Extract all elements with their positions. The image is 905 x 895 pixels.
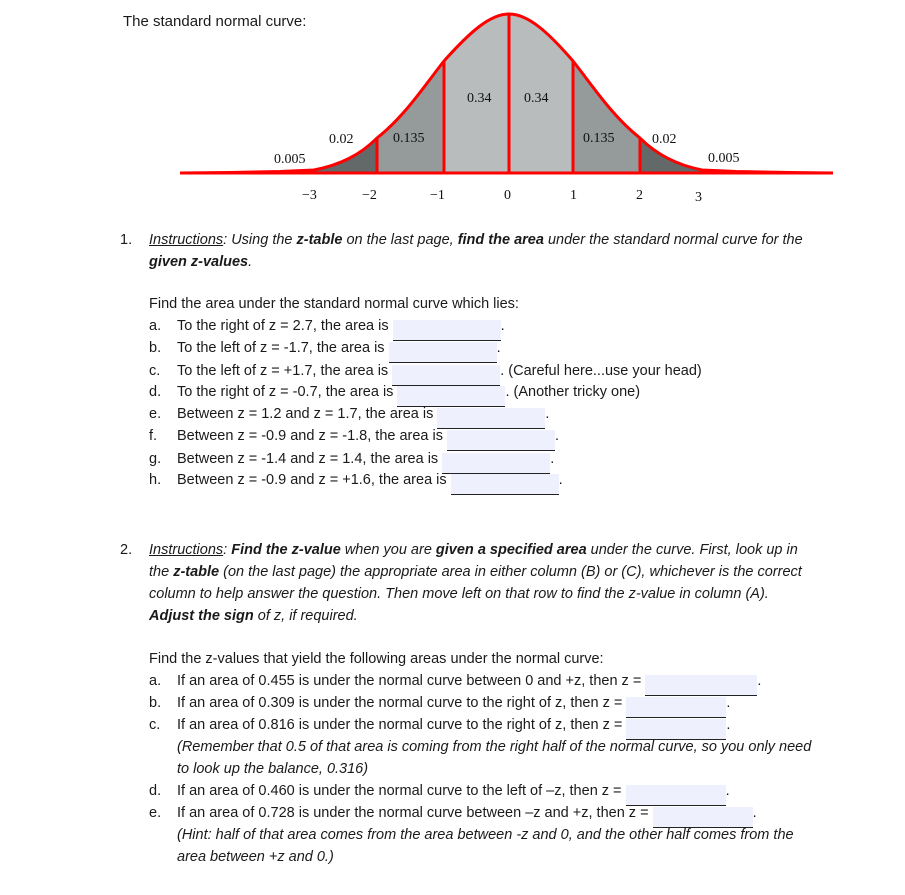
label-left-034: 0.34 <box>467 91 492 106</box>
label-left-0135: 0.135 <box>393 131 425 146</box>
q1-item-f: f. Between z = -0.9 and z = -1.8, the area is . <box>149 425 559 447</box>
q1-item-h: h. Between z = -0.9 and z = +1.6, the area is . <box>149 469 563 491</box>
q1-item-d: d. To the right of z = -0.7, the area is . (Another tricky one) <box>149 381 640 403</box>
svg-text:2: 2 <box>636 188 643 203</box>
question-1-intro: Find the area under the standard normal curve which lies: <box>149 296 519 312</box>
region-minus2-minus1 <box>377 61 444 173</box>
label-right-034: 0.34 <box>524 91 549 106</box>
label-right-0135: 0.135 <box>583 131 615 146</box>
svg-text:1: 1 <box>570 188 577 203</box>
q2-item-c: c. If an area of 0.816 is under the normal curve to the right of z, then z = . <box>149 714 730 736</box>
q2-note-c: (Remember that 0.5 of that area is coming from the right half of the normal curve, so you only need to look up the balance, 0.316) <box>177 739 812 777</box>
svg-text:3: 3 <box>695 190 702 205</box>
question-2-intro: Find the z-values that yield the following areas under the normal curve: <box>149 651 604 667</box>
svg-text:0: 0 <box>504 188 511 203</box>
q2-item-e: e. If an area of 0.728 is under the normal curve between –z and +z, then z = . <box>149 802 757 824</box>
question-1-instructions: 1. Instructions: Using the z-table on the last page, find the area under the standard normal curve for the given z-values. <box>120 232 803 270</box>
q1-answer-h[interactable] <box>451 474 559 495</box>
q2-item-d: d. If an area of 0.460 is under the normal curve to the left of –z, then z = . <box>149 780 730 802</box>
question-2-instructions: 2. Instructions: Find the z-value when you are given a specified area under the curve. First, look up in the z-table (on the last page) the appropriate area in either column (B) or (C), whichever is the correct column to help answer the question. Then move left on that row to find the z-value in column (A). Adjust the sign of z, if required. <box>120 542 802 624</box>
label-left-002: 0.02 <box>329 132 354 147</box>
normal-curve-chart <box>0 0 905 215</box>
q1-item-g: g. Between z = -1.4 and z = 1.4, the area is . <box>149 448 554 470</box>
page-title: The standard normal curve: <box>123 13 307 30</box>
curve-regions <box>180 14 833 173</box>
region-1-2 <box>573 61 640 173</box>
svg-text:−2: −2 <box>362 188 377 203</box>
q1-item-b: b. To the left of z = -1.7, the area is . <box>149 337 501 359</box>
q1-item-a: a. To the right of z = 2.7, the area is . <box>149 315 505 337</box>
svg-text:−3: −3 <box>302 188 317 203</box>
svg-text:−1: −1 <box>430 188 445 203</box>
q2-note-e: (Hint: half of that area comes from the area between -z and 0, and the other half comes from the area between +z and 0.) <box>177 827 794 865</box>
label-right-002: 0.02 <box>652 132 677 147</box>
q1-item-e: e. Between z = 1.2 and z = 1.7, the area is . <box>149 403 549 425</box>
x-axis-ticks <box>302 188 702 205</box>
q1-item-c: c. To the left of z = +1.7, the area is . (Careful here...use your head) <box>149 360 702 382</box>
q2-item-a: a. If an area of 0.455 is under the normal curve between 0 and +z, then z = . <box>149 670 761 692</box>
label-left-0005: 0.005 <box>274 152 306 167</box>
q2-item-b: b. If an area of 0.309 is under the normal curve to the right of z, then z = . <box>149 692 730 714</box>
label-right-0005: 0.005 <box>708 151 740 166</box>
